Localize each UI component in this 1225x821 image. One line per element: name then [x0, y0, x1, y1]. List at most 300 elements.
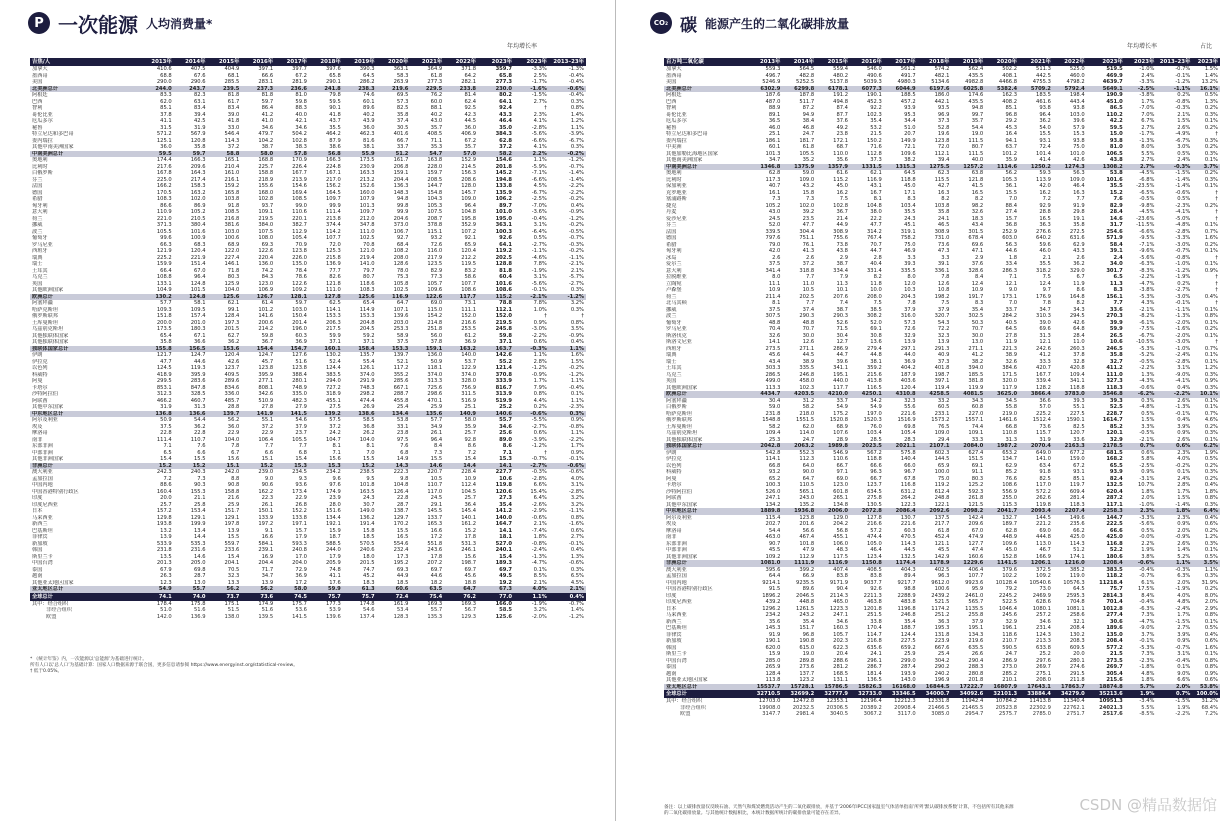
table-cell: 26.3 [160, 573, 172, 579]
row-label: 以色列 [666, 462, 682, 469]
table-cell: -2.4% [1175, 352, 1191, 358]
table-cell: 384.0 [258, 222, 274, 228]
table-cell: 30.4 [768, 397, 781, 404]
table-cell: 67.9 [160, 566, 172, 573]
table-cell: 408.1 [1002, 72, 1018, 79]
table-cell: 144.5 [1036, 514, 1051, 521]
table-cell: 124.8 [174, 294, 208, 301]
table-cell: 285.2 [1002, 670, 1018, 677]
table-cell: 93.5 [937, 105, 950, 111]
table-cell: 395.6 [765, 566, 781, 573]
table-cell: 628.6 [1036, 599, 1051, 605]
table-cell: 37.5 [160, 423, 172, 430]
table-cell: 127.8 [309, 294, 343, 301]
table-cell: 88.4 [1005, 202, 1018, 209]
table-cell: 31.7 [1109, 222, 1123, 228]
table-cell: 33.2 [937, 397, 950, 404]
table-cell: 124.7 [190, 352, 206, 358]
table-cell: 159.2 [224, 183, 240, 189]
table-cell: 76.5 [937, 423, 950, 430]
table-cell: -0.1% [1175, 410, 1191, 417]
row-label: 荷兰 [666, 293, 677, 300]
table-cell: 10.9 [464, 475, 477, 482]
table-cell: 122.6 [410, 294, 444, 301]
table-cell: 103.8 [224, 196, 240, 202]
table-cell: 189.3 [495, 560, 512, 566]
table-cell: 69.7 [499, 566, 512, 573]
table-cell: 2.8 [873, 254, 882, 261]
table-cell: 1116.9 [816, 560, 850, 567]
table-cell: 33.7 [836, 397, 848, 404]
table-cell: † [1215, 300, 1218, 306]
table-cell: 4982.8 [965, 79, 984, 85]
row-label: 智利 [666, 105, 677, 111]
table-cell: 197.2 [258, 521, 274, 527]
table-cell: 3085.0 [931, 711, 950, 717]
table-cell: 201.6 [799, 521, 815, 527]
table-cell: 111.5 [968, 150, 984, 157]
table-cell: 56.7 [464, 607, 477, 613]
table-cell: 70.8 [363, 241, 375, 248]
table-cell: 0.1% [1204, 248, 1218, 254]
table-cell: 173.1 [1002, 293, 1018, 300]
table-cell: 21.5 [870, 131, 882, 137]
table-cell: 2070.4 [1019, 443, 1053, 450]
table-cell: 131.8 [934, 631, 950, 638]
table-cell: 59.9 [309, 586, 343, 593]
table-cell: 83.4 [193, 105, 206, 111]
table-cell: 225.0 [156, 176, 172, 183]
table-cell: 204.6 [393, 215, 409, 222]
table-cell: 487.0 [765, 98, 781, 105]
table-cell: 105.7 [427, 280, 443, 287]
table-cell: 2.9 [975, 254, 984, 261]
table-cell: -0.6% [1125, 560, 1157, 567]
table-cell: 110.7 [427, 482, 443, 488]
table-cell: 0.2% [1204, 462, 1218, 469]
table-cell: 9923.6 [965, 579, 984, 586]
table-cell: 229.5 [410, 86, 444, 93]
table-cell: 0.3% [1204, 501, 1218, 508]
table-cell: 490.6 [866, 72, 882, 79]
table-cell: 4.5% [533, 183, 547, 189]
table-cell: 59.7 [174, 151, 208, 158]
table-cell: 23.9 [329, 495, 341, 501]
table-cell: 1.1% [1156, 560, 1192, 567]
table-cell: 85.1 [160, 105, 172, 111]
table-cell: 175.7 [292, 600, 307, 607]
table-cell: 281.4 [1069, 495, 1085, 501]
table-cell: 7.9% [533, 384, 547, 391]
table-cell: -1.7% [531, 79, 547, 85]
table-cell: 3.1% [533, 274, 547, 280]
table-cell: 37.8 [160, 111, 172, 118]
table-cell: 9.7 [1042, 287, 1051, 293]
column-header: 2023年 [514, 58, 549, 66]
table-cell: 37.8 [430, 339, 443, 345]
table-cell: 2.7% [1141, 124, 1155, 131]
table-cell: 0.2% [1204, 105, 1218, 111]
table-cell: 51.2 [377, 151, 411, 158]
table-cell: 8.3 [1113, 287, 1123, 293]
table-cell: 168.0 [258, 189, 274, 196]
row-label: 马来西亚 [32, 514, 53, 521]
row-label: 爱尔兰 [666, 261, 682, 267]
table-cell: 37.4 [396, 118, 409, 124]
table-cell: 0.2% [1177, 92, 1191, 98]
table-cell: 9.3 [298, 475, 307, 482]
table-cell: 25.9 [430, 404, 443, 410]
table-cell: 0.1% [1177, 664, 1191, 670]
table-cell: 272.5 [1069, 228, 1085, 235]
table-cell: 6.7% [1141, 118, 1155, 124]
table-cell: 136.9 [190, 613, 206, 620]
table-cell: 1331.5 [850, 164, 884, 171]
table-cell: -0.1% [1175, 72, 1191, 79]
row-label: 伊朗 [666, 449, 677, 456]
table-cell: 59.8 [261, 332, 274, 339]
table-cell: -3.3% [1139, 79, 1155, 85]
table-cell: 277.3 [495, 79, 512, 85]
table-cell: 0.6% [1204, 521, 1218, 527]
table-cell: 382.7 [292, 222, 307, 228]
table-cell: 27.8 [261, 404, 274, 410]
table-cell: 17863.7 [1053, 684, 1087, 691]
table-cell: 10540.6 [1029, 579, 1051, 586]
table-cell: 92.4 [499, 105, 512, 111]
table-cell: 118.1 [427, 365, 443, 371]
table-cell: 15.2 [174, 463, 208, 470]
table-cell: 2.4% [1177, 475, 1191, 482]
page-primary-energy [0, 0, 612, 821]
table-cell: -0.3% [1175, 105, 1191, 111]
table-cell: 32.6 [1005, 358, 1018, 365]
table-cell: 1936.8 [782, 508, 816, 515]
table-cell: 107.7 [461, 280, 477, 287]
table-cell: 19.0 [802, 651, 815, 657]
table-cell: 482.1 [934, 72, 950, 79]
table-cell: 631.6 [1069, 235, 1085, 241]
column-header: 2014年 [782, 58, 816, 66]
table-cell: 0.1% [1177, 469, 1191, 475]
table-cell: 23.8 [836, 131, 848, 137]
table-cell: 240.6 [359, 547, 375, 553]
table-cell: 66.8 [768, 462, 781, 469]
table-cell: 110.0 [833, 150, 848, 157]
table-cell: 132.7 [1002, 514, 1018, 521]
table-cell: 17.9 [329, 553, 341, 560]
table-cell: 590.5 [1002, 644, 1018, 651]
table-cell: 29.4 [937, 436, 950, 443]
row-label: 奥地利 [666, 170, 682, 176]
table-cell: 9171.9 [829, 579, 848, 586]
table-cell: 1.7% [1177, 488, 1191, 495]
table-cell: 13.5 [160, 553, 172, 560]
row-label: 塞浦路斯 [666, 196, 687, 202]
table-cell: 62.5 [329, 300, 341, 306]
table-cell: 290.3 [799, 313, 815, 319]
table-cell: -2.9% [531, 508, 547, 514]
table-cell: 1.2% [1204, 365, 1218, 371]
row-label: 南非 [32, 436, 43, 443]
table-cell: 667.1 [393, 384, 409, 391]
table-cell: 290.3 [833, 313, 848, 319]
table-cell: 269.7 [1106, 664, 1123, 670]
table-cell: 120.4 [461, 248, 477, 254]
table-cell: 36.9 [295, 339, 307, 345]
table-cell: 77.0 [478, 593, 514, 601]
table-cell: -0.0% [1139, 534, 1155, 540]
table-cell: 653.2 [1002, 449, 1018, 456]
table-cell: 253.3 [393, 326, 409, 332]
table-cell: 99.6 [160, 235, 172, 241]
table-cell: 3.3% [1141, 423, 1155, 430]
table-cell: 125.3 [325, 248, 341, 254]
row-label: 加拿大 [32, 66, 48, 72]
table-cell: 510.9 [258, 397, 274, 404]
left-growth-label: 年均增长率 [507, 43, 538, 50]
table-cell: 130.2 [140, 294, 174, 301]
table-cell: 235.6 [1069, 521, 1085, 527]
table-cell: 216.6 [866, 521, 882, 527]
table-cell: -0.2% [568, 248, 584, 254]
table-cell: 37.6 [971, 261, 984, 267]
table-cell: 35.8 [396, 111, 409, 118]
table-cell: 166.3 [325, 157, 341, 163]
table-cell: 410.6 [156, 66, 172, 72]
table-cell: 0.3% [1204, 430, 1218, 436]
table-cell: 195.8 [461, 215, 477, 222]
table-cell: 2981.4 [796, 711, 815, 717]
table-cell: 633.8 [1036, 644, 1051, 651]
table-cell: 57.9 [1073, 124, 1085, 131]
table-cell: 71.1 [430, 137, 443, 144]
table-cell: 139.7 [393, 352, 409, 358]
table-cell: 72.9 [295, 566, 307, 573]
table-cell: 378.8 [427, 222, 443, 228]
table-cell: 76.1 [802, 241, 815, 248]
table-cell: 1.8% [1204, 488, 1218, 495]
table-cell: 67.2 [1073, 462, 1085, 469]
table-cell: 1.5% [1141, 417, 1155, 423]
table-cell: 85.2 [1109, 423, 1123, 430]
table-cell: 12331.8 [927, 698, 950, 704]
table-cell: 4466.8 [998, 79, 1018, 85]
table-cell: 12.1 [1039, 339, 1051, 345]
row-label: 俄罗斯联邦 [32, 313, 58, 319]
table-cell: -2.4% [531, 547, 547, 553]
table-cell: 6.6% [1177, 677, 1191, 683]
table-cell: 174.8 [359, 600, 375, 607]
table-cell: 341.1 [833, 365, 848, 371]
table-cell: 107.9 [359, 196, 375, 202]
table-cell: 10.6 [1109, 339, 1123, 345]
row-label: 斯洛伐克 [666, 332, 687, 339]
table-cell: 47.1 [971, 248, 984, 254]
table-cell: 13.6 [870, 339, 882, 345]
table-cell: 151.8 [156, 313, 172, 319]
table-cell: 52.5 [1109, 404, 1123, 410]
table-cell: -1.0% [1139, 501, 1155, 508]
table-cell: 748.3 [359, 384, 375, 391]
table-cell: 14.9 [396, 456, 409, 462]
table-cell: 119.7 [1069, 482, 1085, 488]
table-cell: 116.9 [377, 294, 411, 301]
table-cell: 8.4 [433, 443, 443, 449]
table-cell: 48.8 [768, 319, 781, 326]
table-cell: 100.6 [934, 586, 950, 592]
table-cell: 118.6 [359, 280, 375, 287]
row-label: 中国台湾 [32, 560, 53, 566]
row-label: 中国香港特别行政区 [666, 586, 713, 592]
row-label: 新加坡 [32, 540, 48, 547]
table-cell: 681.5 [1106, 449, 1123, 456]
table-cell: 42.3 [464, 111, 477, 118]
table-cell: -0.5% [568, 228, 584, 235]
table-cell: 35.9 [464, 423, 477, 430]
table-cell: 401.6 [393, 131, 409, 137]
table-cell: 328.0 [461, 378, 477, 384]
table-cell: 240.8 [292, 547, 307, 553]
table-cell: 35.6 [836, 157, 848, 163]
table-cell: 113.3 [765, 384, 781, 391]
table-cell: 97.1 [836, 469, 848, 475]
table-cell: 105.3 [1002, 176, 1018, 183]
table-cell: 13.9 [261, 579, 274, 586]
table-cell: 174.6 [968, 92, 984, 98]
table-cell: 56.2 [1005, 170, 1018, 176]
table-cell: 66.4 [160, 267, 172, 274]
table-cell: 52.1 [396, 358, 409, 365]
table-cell: 94.8 [971, 105, 984, 111]
table-cell: -5.6% [1139, 521, 1155, 527]
table-cell: 31.9 [160, 404, 172, 410]
table-cell: 104.8 [393, 482, 409, 488]
table-cell: 35213.6 [1087, 690, 1125, 698]
table-cell: 208.0 [1036, 677, 1051, 683]
table-cell: 8.6 [1076, 287, 1085, 293]
table-cell: 36.6 [1039, 397, 1051, 404]
table-cell: 32.8 [1073, 358, 1085, 365]
table-cell: 15.3 [275, 463, 309, 470]
table-cell: 20908.4 [894, 704, 916, 711]
table-cell: 8.6 [467, 443, 477, 449]
row-label: 意大利 [32, 209, 48, 215]
table-cell: 21466.5 [927, 704, 950, 711]
table-cell: 204.4 [393, 176, 409, 183]
table-cell: 109.3 [156, 306, 172, 313]
table-cell: 482.3 [292, 397, 307, 404]
table-cell: 411.2 [1106, 365, 1123, 371]
table-cell: 204.5 [359, 326, 375, 332]
table-cell: 0.2% [1204, 326, 1218, 332]
table-cell: 275.1 [1036, 670, 1051, 677]
table-cell: 19908.0 [758, 704, 781, 711]
row-label: 瑞士 [32, 261, 43, 267]
table-cell: 6.6 [264, 449, 274, 456]
table-cell: 442.1 [934, 98, 950, 105]
table-cell: 0.1% [1204, 319, 1218, 326]
table-cell: † [1215, 287, 1218, 293]
table-cell: 109.7 [325, 196, 341, 202]
table-cell: 106.4 [258, 436, 274, 443]
table-cell: 161.9 [393, 600, 409, 607]
table-cell: -1.5% [531, 92, 547, 98]
table-cell: 34.6 [836, 618, 848, 625]
table-cell: 151.5 [968, 456, 984, 462]
table-cell: 3.8% [1141, 553, 1155, 560]
table-cell: 104.8 [461, 209, 477, 215]
table-cell: 2046.5 [796, 592, 815, 599]
table-cell: 76.6 [1005, 475, 1018, 482]
table-cell: 41.3 [802, 248, 815, 254]
table-cell: 34.6 [261, 124, 274, 131]
table-cell: 59.6 [1039, 241, 1051, 248]
table-cell: 466.2 [156, 397, 172, 404]
table-row [664, 711, 1220, 718]
table-cell: 5.5% [1141, 150, 1155, 157]
table-cell: -5.7% [568, 274, 584, 280]
table-cell: 61.4 [261, 300, 274, 306]
table-cell: 144.7 [1106, 514, 1123, 521]
table-cell: 36.5 [768, 118, 781, 124]
table-cell: 61.7 [227, 98, 240, 105]
table-cell: 35.4 [802, 618, 815, 625]
table-cell: 347.8 [359, 222, 375, 228]
table-cell: 0.8% [570, 105, 584, 111]
table-cell: 152.6 [359, 183, 375, 189]
table-cell: 407.5 [190, 66, 206, 72]
table-cell: 491.7 [900, 72, 916, 79]
table-cell: 159.9 [156, 261, 172, 267]
table-cell: 504.2 [292, 131, 307, 137]
table-cell: 4081.5 [951, 391, 985, 398]
table-cell: 72.4 [377, 593, 411, 601]
table-cell: 44.5 [904, 547, 916, 553]
table-cell: -3.8% [1139, 92, 1155, 98]
table-cell: 144.5 [934, 456, 950, 462]
table-cell: 0.5% [1141, 410, 1155, 417]
table-cell: 121.0 [359, 248, 375, 254]
table-cell: 41.5 [971, 183, 984, 189]
table-cell: 2.4% [1141, 72, 1155, 79]
table-cell: 17.3 [396, 553, 409, 560]
table-cell: -1.1% [531, 248, 547, 254]
table-cell: -1.6% [568, 521, 584, 527]
table-cell: 1223.3 [829, 605, 848, 612]
table-cell: 167.8 [156, 170, 172, 176]
table-cell: 119.8 [1036, 501, 1051, 508]
table-cell: -0.4% [568, 384, 584, 391]
table-cell: 1346.8 [749, 164, 783, 171]
table-cell: 158.4 [343, 346, 377, 353]
table-cell: 1989.8 [816, 443, 850, 450]
table-cell: 40.4 [870, 261, 882, 267]
table-cell: 407.4 [833, 566, 848, 573]
row-label: 斯里兰卡 [32, 553, 53, 560]
table-cell: 159.7 [427, 170, 443, 176]
table-cell: -0.5% [1139, 358, 1155, 365]
table-cell: 1.3% [1204, 98, 1218, 105]
table-cell: 169.3 [461, 600, 477, 607]
table-cell: 11.3 [836, 280, 848, 287]
table-cell: 59.5 [140, 151, 174, 158]
table-cell: 63.1 [193, 98, 206, 105]
table-cell: 117.2 [393, 365, 409, 371]
table-cell: 67.0 [193, 267, 206, 274]
table-cell: 290.4 [968, 657, 984, 664]
table-cell: 10.8 [937, 287, 950, 293]
